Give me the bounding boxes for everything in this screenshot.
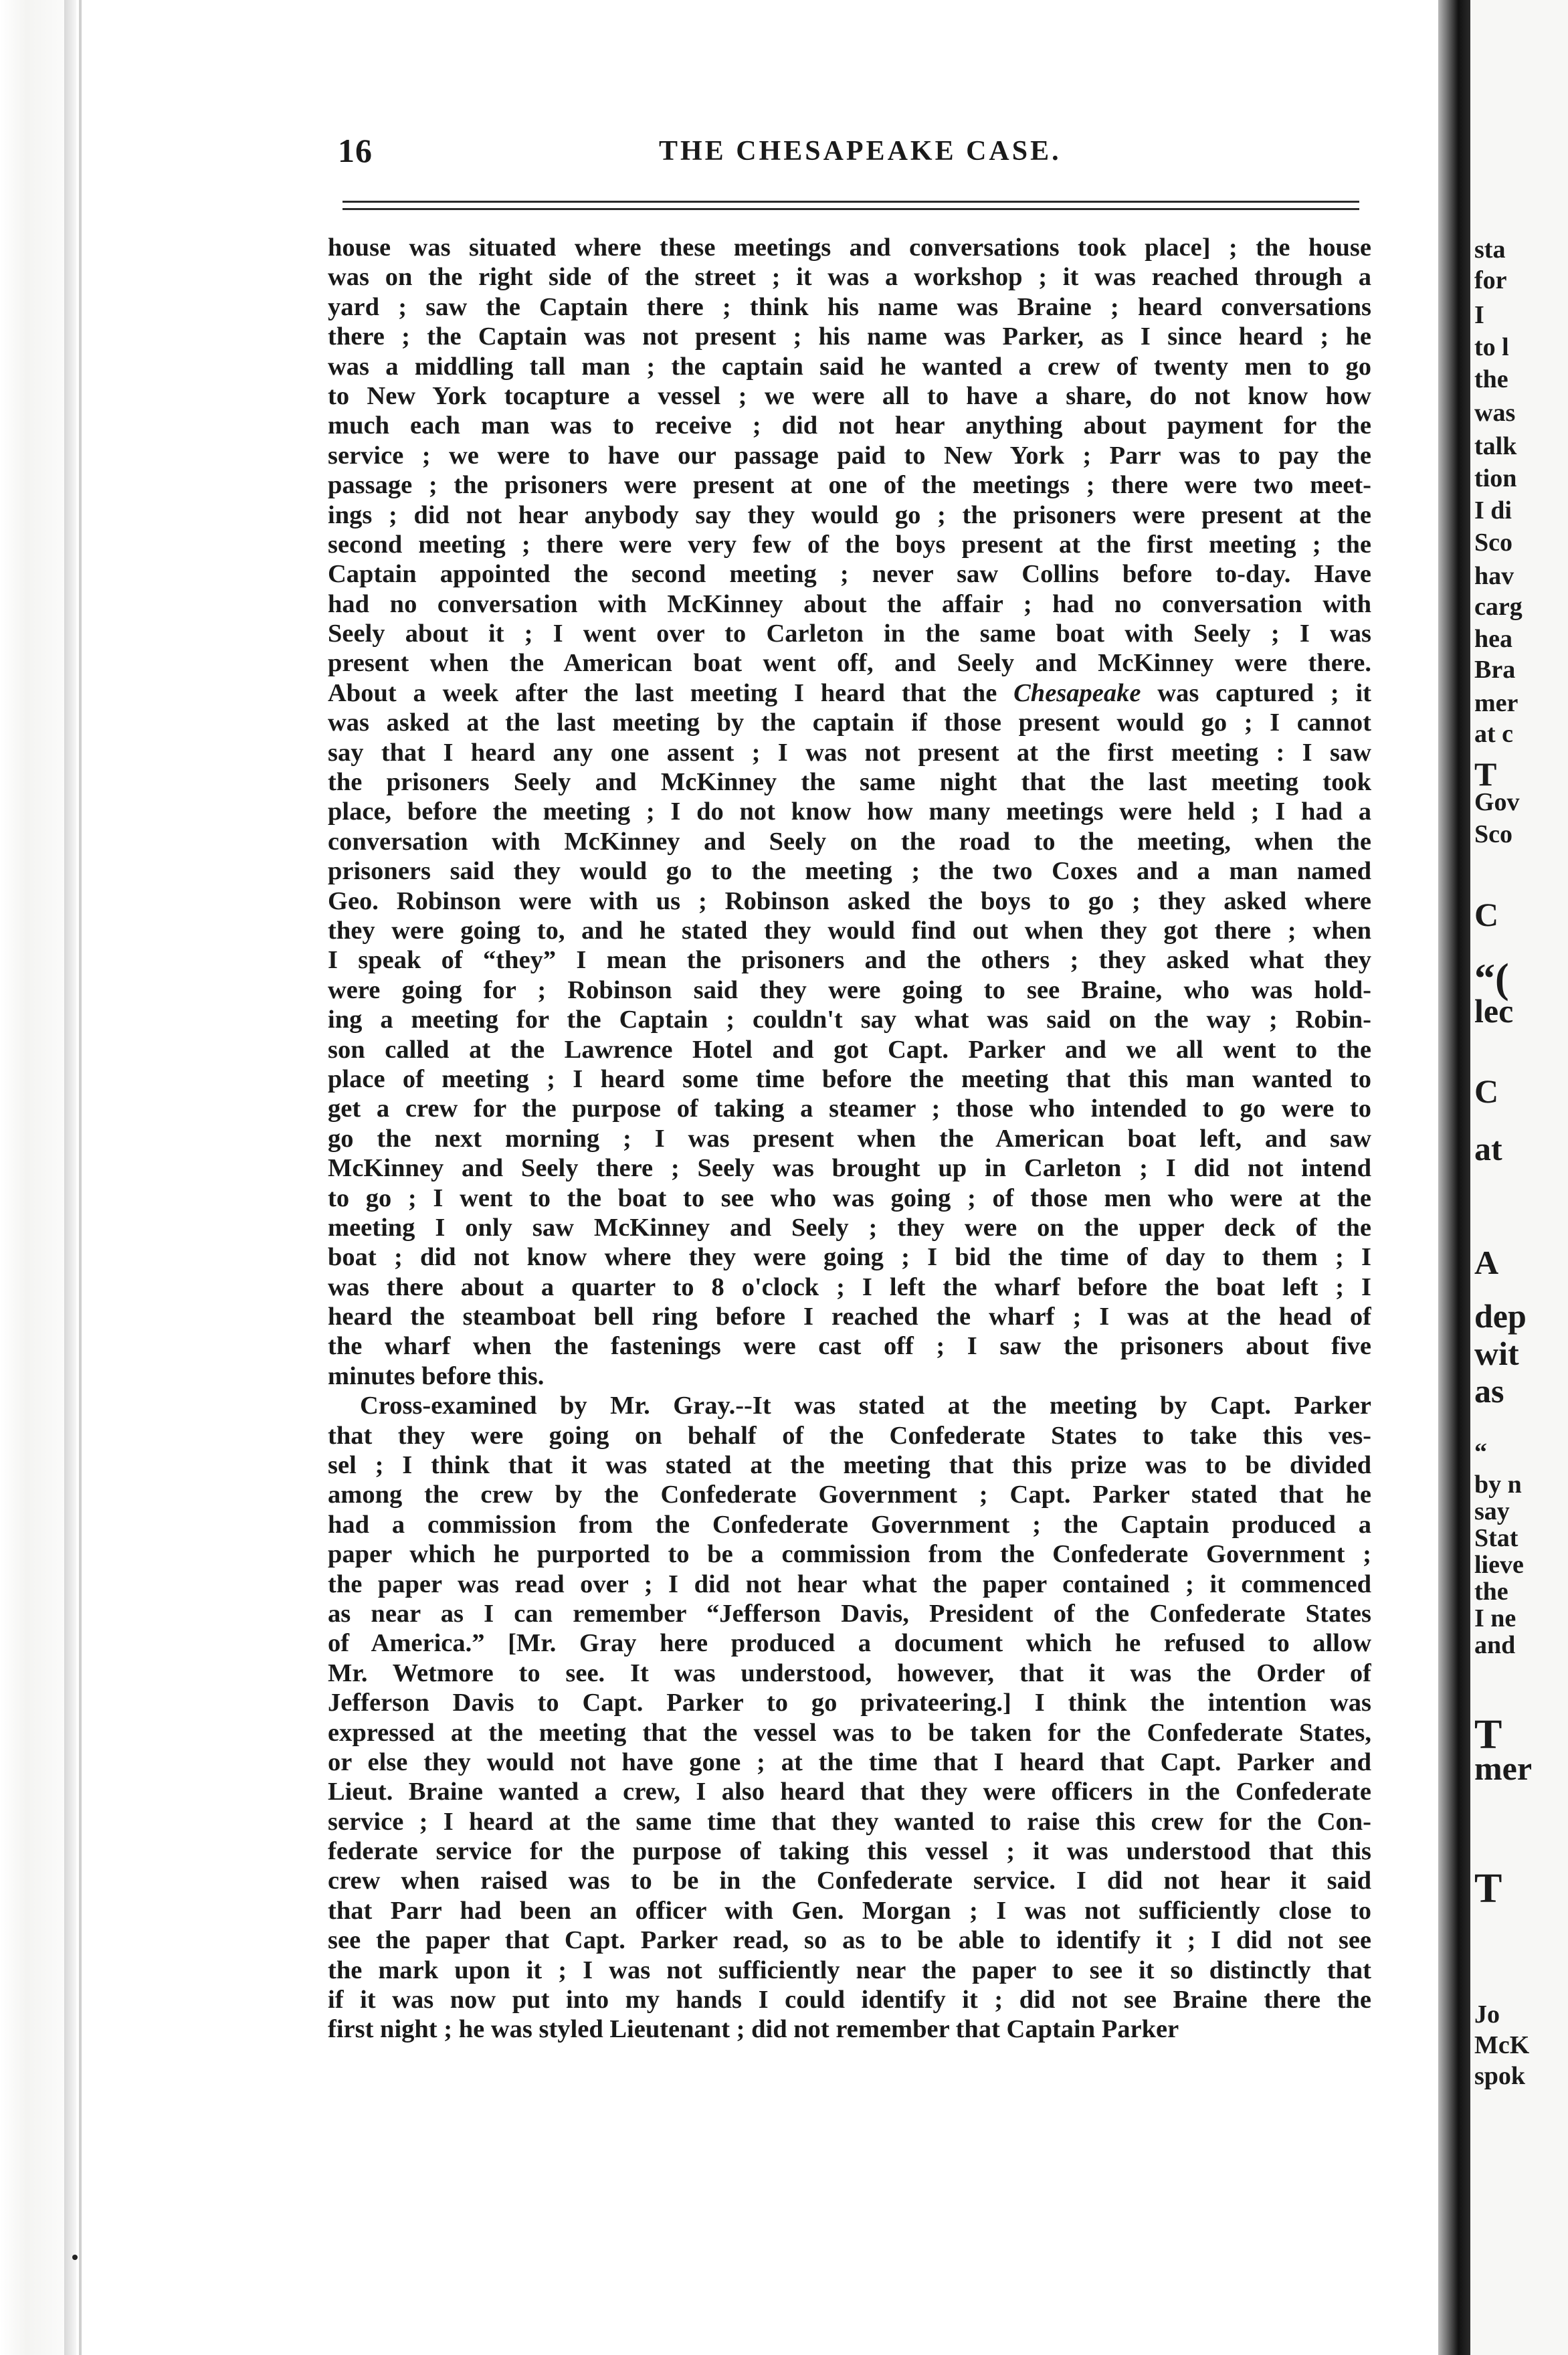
text-line: heard the steamboat bell ring before I reached the wharf ; I was at the head of — [328, 1303, 1371, 1331]
text-line: ings ; did not hear anybody say they would go ; the prisoners were present at the — [328, 500, 1371, 529]
text-line: meeting I only saw McKinney and Seely ; they were on the upper deck of the — [328, 1213, 1371, 1242]
text-line: had no conversation with McKinney about the affair ; had no conversation with — [328, 589, 1371, 618]
text-line: was a middling tall man ; the captain said he wanted a crew of twenty men to go — [328, 352, 1371, 381]
text-line: first night ; he was styled Lieutenant ; did not remember that Captain Parker — [328, 2015, 1179, 2044]
facing-text-fragment: Jo — [1474, 2000, 1500, 2029]
text-line: the wharf when the fastenings were cast off ; I saw the prisoners about five — [328, 1332, 1371, 1361]
text-line: there ; the Captain was not present ; his name was Parker, as I since heard ; he — [328, 322, 1371, 351]
text-line: Geo. Robinson were with us ; Robinson asked the boys to go ; they asked where — [328, 886, 1371, 915]
facing-text-fragment: C — [1474, 896, 1499, 933]
facing-text-fragment: to l — [1474, 333, 1509, 361]
facing-text-fragment: say — [1474, 1497, 1510, 1525]
text-line: was there about a quarter to 8 o'clock ; I left the wharf before the boat left ; I — [328, 1273, 1371, 1301]
text-line: much each man was to receive ; did not hear anything about payment for the — [328, 411, 1371, 440]
text-line: was on the right side of the street ; it was a workshop ; it was reached through a — [328, 263, 1371, 292]
facing-page-edge — [1470, 0, 1568, 2355]
facing-text-fragment: I di — [1474, 496, 1512, 525]
text-line: Seely about it ; I went over to Carleton in the same boat with Seely ; I was — [328, 620, 1371, 648]
text-line: present when the American boat went off, and Seely and McKinney were there. — [328, 649, 1371, 678]
text-line: Cross-examined by Mr. Gray.--It was stated at the meeting by Capt. Parker — [360, 1392, 1371, 1420]
text-line: About a week after the last meeting I heard that the Chesapeake was captured ; it — [328, 678, 1371, 707]
text-line: were going for ; Robinson said they were going to see Braine, who was hold- — [328, 975, 1371, 1004]
facing-text-fragment: lec — [1474, 992, 1514, 1030]
text-line: crew when raised was to be in the Confederate service. I did not hear it said — [328, 1867, 1371, 1895]
text-line: that they were going on behalf of the Confederate States to take this ves- — [328, 1421, 1371, 1450]
facing-text-fragment: for — [1474, 266, 1507, 294]
facing-text-fragment: C — [1474, 1072, 1499, 1110]
text-line: of America.” [Mr. Gray here produced a document which he refused to allow — [328, 1629, 1371, 1658]
text-line: to New York tocapture a vessel ; we were all to have a share, do not know how — [328, 381, 1371, 410]
facing-text-fragment: by n — [1474, 1471, 1522, 1499]
facing-text-fragment: I — [1474, 301, 1484, 329]
facing-text-fragment: as — [1474, 1372, 1504, 1410]
facing-text-fragment: dep — [1474, 1297, 1527, 1335]
page-gutter — [1438, 0, 1470, 2355]
text-line: federate service for the purpose of taking this vessel ; it was understood that this — [328, 1837, 1371, 1866]
facing-text-fragment: was — [1474, 399, 1516, 427]
facing-text-fragment: carg — [1474, 593, 1523, 621]
facing-text-fragment: McK — [1474, 2031, 1530, 2059]
text-line: that Parr had been an officer with Gen. Morgan ; I was not sufficiently close to — [328, 1896, 1371, 1925]
text-line: sel ; I think that it was stated at the meeting that this prize was to be divided — [328, 1451, 1371, 1480]
text-line: among the crew by the Confederate Government ; Capt. Parker stated that he — [328, 1481, 1371, 1509]
facing-text-fragment: wit — [1474, 1335, 1519, 1372]
text-line: see the paper that Capt. Parker read, so as to be able to identify it ; I did not see — [328, 1926, 1371, 1955]
text-line: conversation with McKinney and Seely on the road to the meeting, when the — [328, 827, 1371, 856]
text-line: was asked at the last meeting by the captain if those present would go ; I cannot — [328, 709, 1371, 737]
text-line: service ; I heard at the same time that they wanted to raise this crew for the Con- — [328, 1807, 1371, 1836]
text-line: Captain appointed the second meeting ; never saw Collins before to-day. Have — [328, 560, 1371, 589]
binding-shadow — [64, 0, 76, 2355]
text-line: ing a meeting for the Captain ; couldn't say what was said on the way ; Robin- — [328, 1006, 1371, 1034]
facing-text-fragment: spok — [1474, 2062, 1526, 2090]
text-line: to go ; I went to the boat to see who was going ; of those men who were at the — [328, 1184, 1371, 1212]
text-line: I speak of “they” I mean the prisoners and the others ; they asked what they — [328, 946, 1371, 975]
facing-text-fragment: Stat — [1474, 1524, 1518, 1552]
facing-text-fragment: and — [1474, 1631, 1516, 1659]
facing-text-fragment: T — [1474, 755, 1497, 793]
text-line: second meeting ; there were very few of the boys present at the first meeting ; the — [328, 530, 1371, 559]
text-line: prisoners said they would go to the meeting ; the two Coxes and a man named — [328, 857, 1371, 886]
facing-text-fragment: hav — [1474, 562, 1514, 590]
facing-text-fragment: Sco — [1474, 820, 1512, 848]
facing-text-fragment: the — [1474, 365, 1508, 393]
text-line: the prisoners Seely and McKinney the same night that the last meeting took — [328, 768, 1371, 797]
facing-text-fragment: Bra — [1474, 656, 1516, 684]
page-number: 16 — [338, 132, 373, 169]
text-line: if it was now put into my hands I could identify it ; did not see Braine there the — [328, 1986, 1371, 2014]
text-line: say that I heard any one assent ; I was not present at the first meeting : I saw — [328, 738, 1371, 767]
facing-text-fragment: “( — [1474, 956, 1509, 1002]
facing-text-fragment: at c — [1474, 720, 1514, 748]
ink-speck — [72, 2255, 78, 2260]
text-line: yard ; saw the Captain there ; think his name was Braine ; heard conversations — [328, 292, 1371, 321]
text-line: house was situated where these meetings and conversations took place] ; the house — [328, 233, 1371, 262]
text-line: the mark upon it ; I was not sufficiently near the paper to see it so distinctly that — [328, 1956, 1371, 1984]
header-rule — [342, 201, 1359, 210]
facing-text-fragment: A — [1474, 1244, 1499, 1281]
text-line: or else they would not have gone ; at the time that I heard that Capt. Parker and — [328, 1748, 1371, 1776]
running-title: THE CHESAPEAKE CASE. — [659, 136, 1062, 167]
text-line: get a crew for the purpose of taking a steamer ; those who intended to go were to — [328, 1095, 1371, 1123]
body-text — [328, 233, 1371, 2045]
text-line: Lieut. Braine wanted a crew, I also heard that they were officers in the Confederate — [328, 1778, 1371, 1806]
text-line: son called at the Lawrence Hotel and got Capt. Parker and we all went to the — [328, 1035, 1371, 1064]
text-line: service ; we were to have our passage paid to New York ; Parr was to pay the — [328, 441, 1371, 470]
text-line: go the next morning ; I was present when the American boat left, and saw — [328, 1124, 1371, 1153]
facing-text-fragment: T — [1474, 1712, 1502, 1758]
text-line: Mr. Wetmore to see. It was understood, however, that it was the Order of — [328, 1659, 1371, 1687]
facing-text-fragment: mer — [1474, 1750, 1533, 1787]
facing-text-fragment: sta — [1474, 236, 1506, 264]
text-line: boat ; did not know where they were going ; I bid the time of day to them ; I — [328, 1243, 1371, 1272]
text-line: McKinney and Seely there ; Seely was brought up in Carleton ; I did not intend — [328, 1154, 1371, 1183]
text-line: expressed at the meeting that the vessel was to be taken for the Confederate States, — [328, 1718, 1371, 1747]
facing-text-fragment: “ — [1474, 1438, 1487, 1467]
text-line: as near as I can remember “Jefferson Davis, President of the Confederate States — [328, 1599, 1371, 1628]
text-line: place, before the meeting ; I do not know how many meetings were held ; I had a — [328, 797, 1371, 826]
facing-text-fragment: mer — [1474, 689, 1518, 717]
facing-text-fragment: T — [1474, 1866, 1502, 1911]
text-line: minutes before this. — [328, 1361, 545, 1390]
text-line: they were going to, and he stated they would find out when they got there ; when — [328, 916, 1371, 945]
text-line: paper which he purported to be a commission from the Confederate Government ; — [328, 1540, 1371, 1569]
vessel-name: Chesapeake — [1013, 678, 1141, 707]
facing-text-fragment: tion — [1474, 464, 1517, 492]
facing-text-fragment: hea — [1474, 625, 1512, 653]
text-line: passage ; the prisoners were present at one of the meetings ; there were two meet- — [328, 471, 1371, 500]
facing-text-fragment: I ne — [1474, 1604, 1516, 1632]
facing-text-fragment: at — [1474, 1130, 1502, 1167]
facing-text-fragment: Gov — [1474, 788, 1520, 816]
facing-text-fragment: the — [1474, 1578, 1508, 1606]
text-line: had a commission from the Confederate Government ; the Captain produced a — [328, 1510, 1371, 1539]
facing-text-fragment: Sco — [1474, 529, 1512, 557]
text-line: place of meeting ; I heard some time before the meeting that this man wanted to — [328, 1064, 1371, 1093]
facing-text-fragment: talk — [1474, 432, 1517, 460]
text-line: the paper was read over ; I did not hear what the paper contained ; it commenced — [328, 1570, 1371, 1598]
text-line: Jefferson Davis to Capt. Parker to go privateering.] I think the intention was — [328, 1689, 1371, 1717]
facing-text-fragment: lieve — [1474, 1551, 1524, 1579]
